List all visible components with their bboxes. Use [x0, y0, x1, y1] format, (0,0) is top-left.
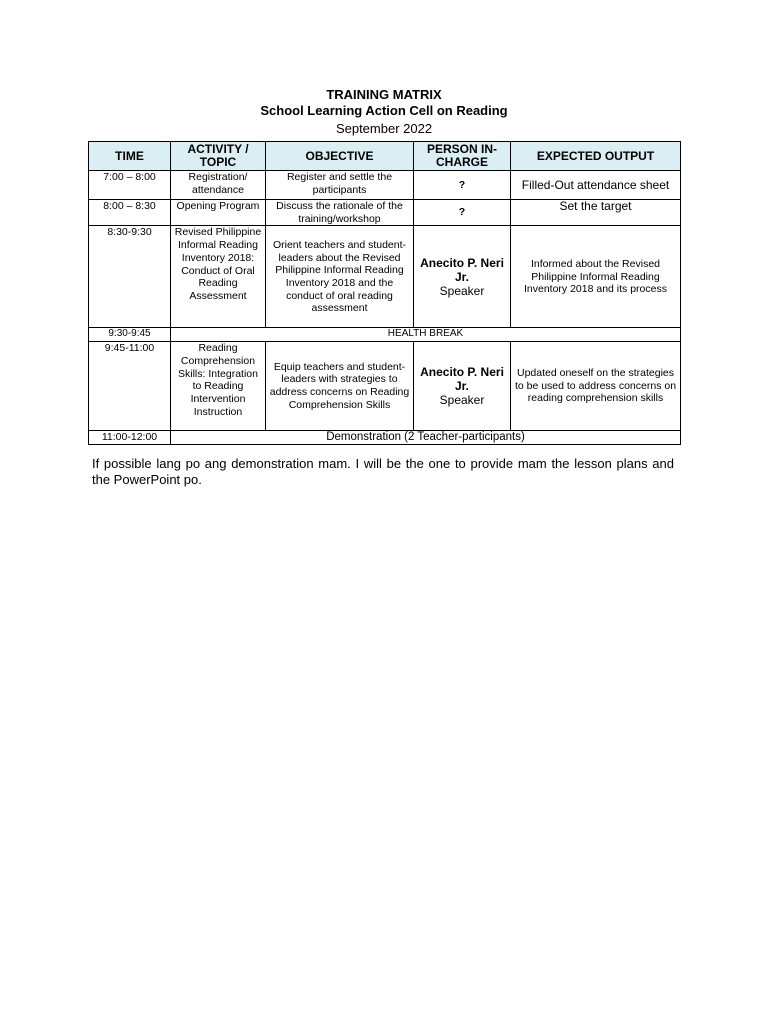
objective-cell: Register and settle the participants [266, 171, 414, 200]
time-cell: 9:45-11:00 [89, 342, 171, 431]
output-cell: Updated oneself on the strategies to be used to address concerns on reading comprehension skills [511, 342, 681, 431]
training-matrix-table [88, 141, 681, 445]
activity-cell: Opening Program [171, 200, 266, 226]
activity-cell: Reading Comprehension Skills: Integration to Reading Intervention Instruction [171, 342, 266, 431]
time-cell: 11:00-12:00 [89, 431, 171, 445]
document-subtitle: School Learning Action Cell on Reading [260, 103, 508, 118]
speaker-name: Anecito P. Neri Jr. [420, 365, 504, 394]
person-cell: ? [414, 171, 511, 200]
activity-cell: Revised Philippine Informal Reading Inventory 2018: Conduct of Oral Reading Assessment [171, 226, 266, 328]
column-header-person: PERSON IN-CHARGE [414, 142, 511, 171]
table-row [89, 171, 681, 200]
time-cell: 8:30-9:30 [89, 226, 171, 328]
person-cell: ? [414, 200, 511, 226]
column-header-objective: OBJECTIVE [266, 142, 414, 171]
speaker-role: Speaker [439, 393, 485, 408]
table-header-row [89, 142, 681, 171]
speaker-role: Speaker [439, 283, 485, 298]
activity-cell: Registration/ attendance [171, 171, 266, 200]
column-header-time: TIME [89, 142, 171, 171]
output-cell: Set the target [511, 200, 681, 226]
time-cell: 7:00 – 8:00 [89, 171, 171, 200]
table-row [89, 328, 681, 342]
person-cell [414, 342, 511, 431]
time-cell: 8:00 – 8:30 [89, 200, 171, 226]
output-cell: Filled-Out attendance sheet [511, 171, 681, 200]
person-cell [414, 226, 511, 328]
table-row [89, 200, 681, 226]
note-paragraph: If possible lang po ang demonstration mam. I will be the one to provide mam the lesson plans and the PowerPoint po. [92, 456, 674, 487]
table-row [89, 226, 681, 328]
table-row [89, 431, 681, 445]
title-block [0, 87, 768, 138]
column-header-activity: ACTIVITY / TOPIC [171, 142, 266, 171]
objective-cell: Orient teachers and student-leaders about the Revised Philippine Informal Reading Inventory 2018 and the conduct of oral reading assessment [266, 226, 414, 328]
time-cell: 9:30-9:45 [89, 328, 171, 342]
table-row [89, 342, 681, 431]
objective-cell: Discuss the rationale of the training/workshop [266, 200, 414, 226]
document-date: September 2022 [335, 121, 433, 136]
objective-cell: Equip teachers and student-leaders with strategies to address concerns on Reading Comprehension Skills [266, 342, 414, 431]
document-title: TRAINING MATRIX [326, 87, 442, 102]
health-break-cell: HEALTH BREAK [171, 328, 681, 342]
column-header-output: EXPECTED OUTPUT [511, 142, 681, 171]
output-cell: Informed about the Revised Philippine Informal Reading Inventory 2018 and its process [511, 226, 681, 328]
speaker-name: Anecito P. Neri Jr. [420, 255, 504, 284]
demonstration-cell: Demonstration (2 Teacher-participants) [171, 431, 681, 445]
